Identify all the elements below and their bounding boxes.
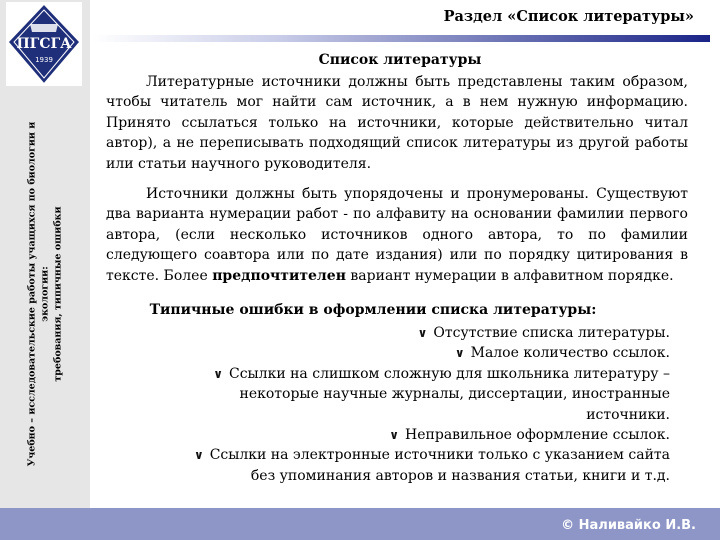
list-item <box>150 425 670 445</box>
header-gradient-rule <box>92 35 710 42</box>
page-title: Список литературы <box>318 52 482 68</box>
paragraph-sources-text: Литературные источники должны быть представлены таким образом, чтобы читатель мог найти сам источник, а в нем нужную информацию. Принято ссылаться только на источники, которые действительно читал автор), а не переписывать подходящий список литературы из другой работы или статьи научного руководителя. <box>106 74 688 172</box>
list-item <box>150 343 670 363</box>
logo-text: ПГСГА <box>16 36 72 52</box>
paragraph-numbering-text: Источники должны быть упорядочены и пронумерованы. Существуют два варианта нумерации работ - по алфавиту на основании фамилии первого автора, (если несколько источников одного автора, то по фамилии следующего соавтора или по дате издания) или по порядку цитирования в тексте. Более <box>106 186 688 284</box>
list-item <box>150 445 670 486</box>
check-mark-icon: ∨ <box>213 366 223 381</box>
sidebar-caption-line2: требования, типичные ошибки <box>52 206 64 382</box>
logo-year: 1939 <box>35 56 53 64</box>
sidebar-caption-line1: Учебно – исследовательские работы учащихся по биологии и экологии: <box>26 121 51 467</box>
list-item-text-cont: некоторые научные журналы, диссертации, иностранные <box>239 386 670 403</box>
list-item-text-cont: источники. <box>586 406 670 423</box>
paragraph-sources <box>106 72 688 174</box>
list-item-text-cont: без упоминания авторов и названия статьи, книги и т.д. <box>250 467 670 484</box>
list-item <box>150 364 670 425</box>
list-item-text: Ссылки на слишком сложную для школьника литературу – <box>228 365 670 382</box>
sidebar-caption <box>9 88 81 500</box>
check-mark-icon: ∨ <box>389 428 400 443</box>
errors-list <box>150 323 670 486</box>
paragraph-numbering-text-end: вариант нумерации в алфавитном порядке. <box>345 267 674 284</box>
paragraph-numbering <box>106 184 688 286</box>
list-item-text: Отсутствие списка литературы. <box>433 325 670 341</box>
section-title: Раздел «Список литературы» <box>443 8 694 25</box>
check-mark-icon: ∨ <box>193 448 204 463</box>
check-mark-icon: ∨ <box>454 346 465 361</box>
check-mark-icon: ∨ <box>417 326 428 340</box>
footer-copyright: © Наливайко И.В. <box>561 518 696 533</box>
university-logo-icon <box>6 2 82 86</box>
list-item-text: Малое количество ссылок. <box>470 345 670 362</box>
errors-heading: Типичные ошибки в оформлении списка литературы: <box>149 302 597 318</box>
paragraph-numbering-bold: предпочтителен <box>212 267 346 284</box>
list-item <box>150 323 670 343</box>
list-item-text: Ссылки на электронные источники только с указанием сайта <box>209 447 670 464</box>
list-item-text: Неправильное оформление ссылок. <box>405 427 670 444</box>
